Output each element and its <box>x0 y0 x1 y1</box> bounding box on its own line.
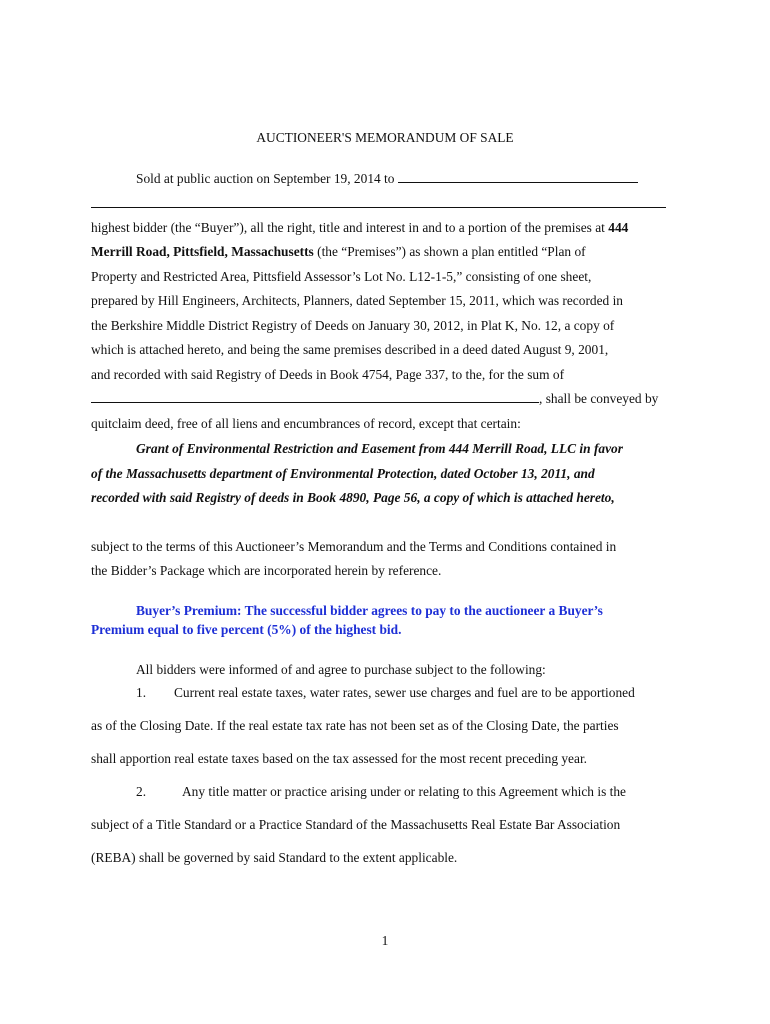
body-line: the Bidder’s Package which are incorporated herein by reference. <box>91 563 442 578</box>
buyer-name-blank <box>398 172 638 183</box>
price-blank <box>91 392 539 403</box>
body-text: highest bidder (the “Buyer”), all the right, title and interest in and to a portion of the premises at <box>91 220 609 235</box>
body-line: and recorded with said Registry of Deeds in Book 4754, Page 337, to the, for the sum of <box>91 367 565 382</box>
sale-line <box>136 171 638 187</box>
address-bold: 444 <box>608 220 629 235</box>
body-text: , shall be conveyed by <box>539 391 659 406</box>
body-line <box>91 391 658 407</box>
item-text: shall apportion real estate taxes based on the tax assessed for the most recent preceding year. <box>91 751 588 766</box>
item-text: (REBA) shall be governed by said Standard to the extent applicable. <box>91 850 458 865</box>
document-title: AUCTIONEER'S MEMORANDUM OF SALE <box>256 130 514 145</box>
item-text: Any title matter or practice arising under or relating to this Agreement which is the <box>182 784 626 799</box>
body-line: All bidders were informed of and agree to purchase subject to the following: <box>136 662 546 677</box>
body-line <box>91 244 586 260</box>
body-line: subject to the terms of this Auctioneer’s Memorandum and the Terms and Conditions contained in <box>91 539 617 554</box>
buyer-name-blank-line <box>91 207 666 208</box>
item-text: subject of a Title Standard or a Practice Standard of the Massachusetts Real Estate Bar Association <box>91 817 621 832</box>
page-number: 1 <box>381 933 389 948</box>
item-text: Current real estate taxes, water rates, sewer use charges and fuel are to be apportioned <box>174 685 635 700</box>
sale-text: Sold at public auction on September 19, 2014 to <box>136 171 398 186</box>
body-line: prepared by Hill Engineers, Architects, Planners, dated September 15, 2011, which was recorded in <box>91 293 623 308</box>
body-line: the Berkshire Middle District Registry of Deeds on January 30, 2012, in Plat K, No. 12, a copy of <box>91 318 615 333</box>
buyers-premium-line: Buyer’s Premium: The successful bidder agrees to pay to the auctioneer a Buyer’s <box>136 603 603 618</box>
buyers-premium-line: Premium equal to five percent (5%) of the highest bid. <box>91 622 402 637</box>
body-line: quitclaim deed, free of all liens and encumbrances of record, except that certain: <box>91 416 521 431</box>
item-number: 2. <box>136 784 147 799</box>
body-line <box>91 220 628 236</box>
item-number: 1. <box>136 685 147 700</box>
body-line: which is attached hereto, and being the same premises described in a deed dated August 9, 2001, <box>91 342 609 357</box>
grant-line: Grant of Environmental Restriction and Easement from 444 Merrill Road, LLC in favor <box>136 441 623 456</box>
grant-line: of the Massachusetts department of Environmental Protection, dated October 13, 2011, and <box>91 466 595 481</box>
item-text: as of the Closing Date. If the real estate tax rate has not been set as of the Closing Date, the parties <box>91 718 619 733</box>
grant-line: recorded with said Registry of deeds in Book 4890, Page 56, a copy of which is attached hereto, <box>91 490 615 505</box>
body-line: Property and Restricted Area, Pittsfield Assessor’s Lot No. L12-1-5,” consisting of one sheet, <box>91 269 592 284</box>
body-text: (the “Premises”) as shown a plan entitled “Plan of <box>313 244 586 259</box>
address-bold: Merrill Road, Pittsfield, Massachusetts <box>91 244 314 259</box>
